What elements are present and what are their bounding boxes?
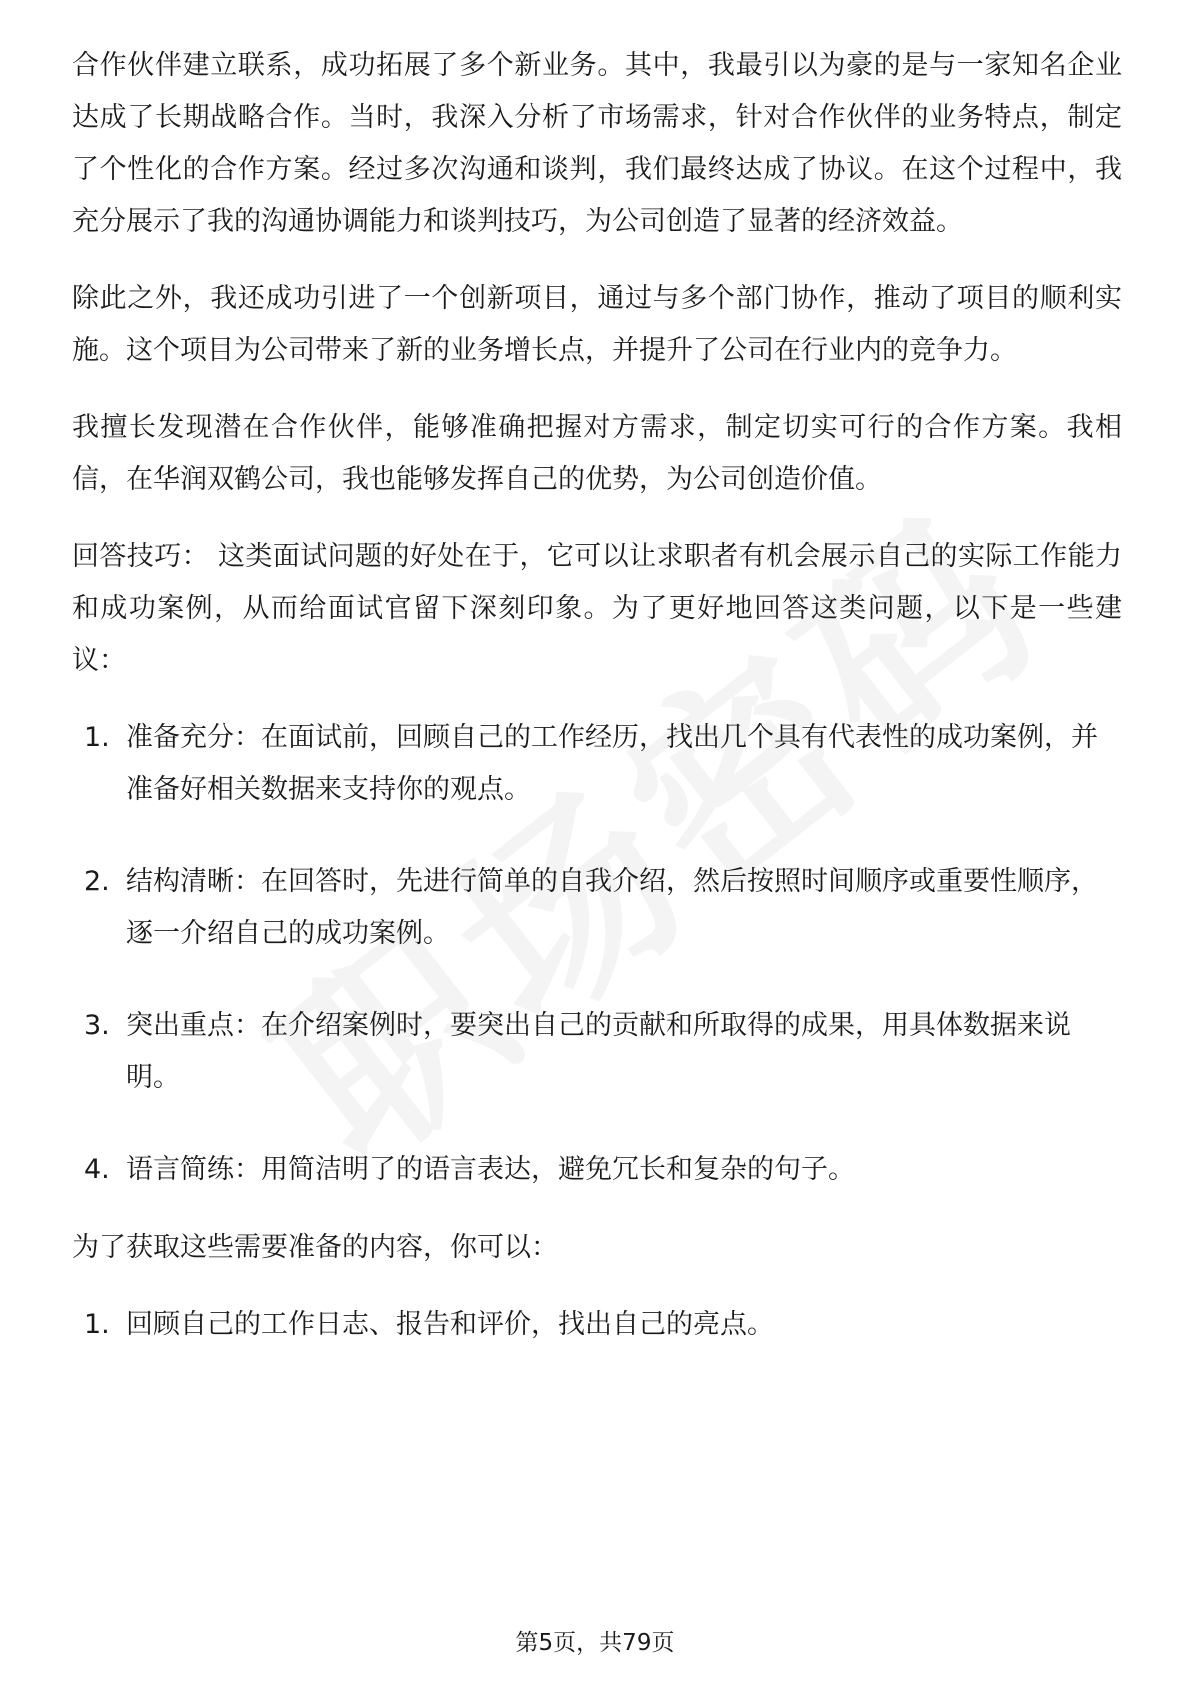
paragraph-answer-tips: 回答技巧： 这类面试问题的好处在于，它可以让求职者有机会展示自己的实际工作能力和成功案例，从而给面试官留下深刻印象。为了更好地回答这类问题，以下是一些建议：	[72, 541, 1122, 676]
list-item-text: 结构清晰：在回答时，先进行简单的自我介绍，然后按照时间顺序或重要性顺序，逐一介绍自己的成功案例。	[126, 866, 1098, 949]
paragraph-prep-intro: 为了获取这些需要准备的内容，你可以：	[72, 1232, 558, 1263]
list-item-number: 1.	[84, 722, 110, 753]
document-body	[72, 40, 1122, 1391]
paragraph-strengths: 我擅长发现潜在合作伙伴，能够准确把握对方需求，制定切实可行的合作方案。我相信，在华润双鹤公司，我也能够发挥自己的优势，为公司创造价值。	[72, 412, 1122, 495]
list-item	[72, 856, 1122, 960]
list-item-text: 回顾自己的工作日志、报告和评价，找出自己的亮点。	[126, 1309, 774, 1340]
list-item-text: 突出重点：在介绍案例时，要突出自己的贡献和所取得的成果，用具体数据来说明。	[126, 1010, 1071, 1093]
tips-list	[72, 712, 1122, 1196]
list-item	[72, 1299, 1122, 1351]
list-item	[72, 1000, 1122, 1104]
page-number-footer: 第5页，共79页	[515, 1630, 675, 1656]
paragraph-innovation-project: 除此之外，我还成功引进了一个创新项目，通过与多个部门协作，推动了项目的顺利实施。这个项目为公司带来了新的业务增长点，并提升了公司在行业内的竞争力。	[72, 283, 1122, 366]
list-item-text: 准备充分：在面试前，回顾自己的工作经历，找出几个具有代表性的成功案例，并准备好相关数据来支持你的观点。	[126, 722, 1098, 805]
prep-list	[72, 1299, 1122, 1351]
list-item	[72, 1144, 1122, 1196]
list-item-number: 2.	[84, 866, 110, 897]
list-item-number: 1.	[84, 1309, 110, 1340]
list-item-number: 3.	[84, 1010, 110, 1041]
list-item-number: 4.	[84, 1154, 110, 1185]
list-item	[72, 712, 1122, 816]
paragraph-partnership: 合作伙伴建立联系，成功拓展了多个新业务。其中，我最引以为豪的是与一家知名企业达成了长期战略合作。当时，我深入分析了市场需求，针对合作伙伴的业务特点，制定了个性化的合作方案。经过多次沟通和谈判，我们最终达成了协议。在这个过程中，我充分展示了我的沟通协调能力和谈判技巧，为公司创造了显著的经济效益。	[72, 50, 1122, 237]
list-item-text: 语言简练：用简洁明了的语言表达，避免冗长和复杂的句子。	[126, 1154, 855, 1185]
